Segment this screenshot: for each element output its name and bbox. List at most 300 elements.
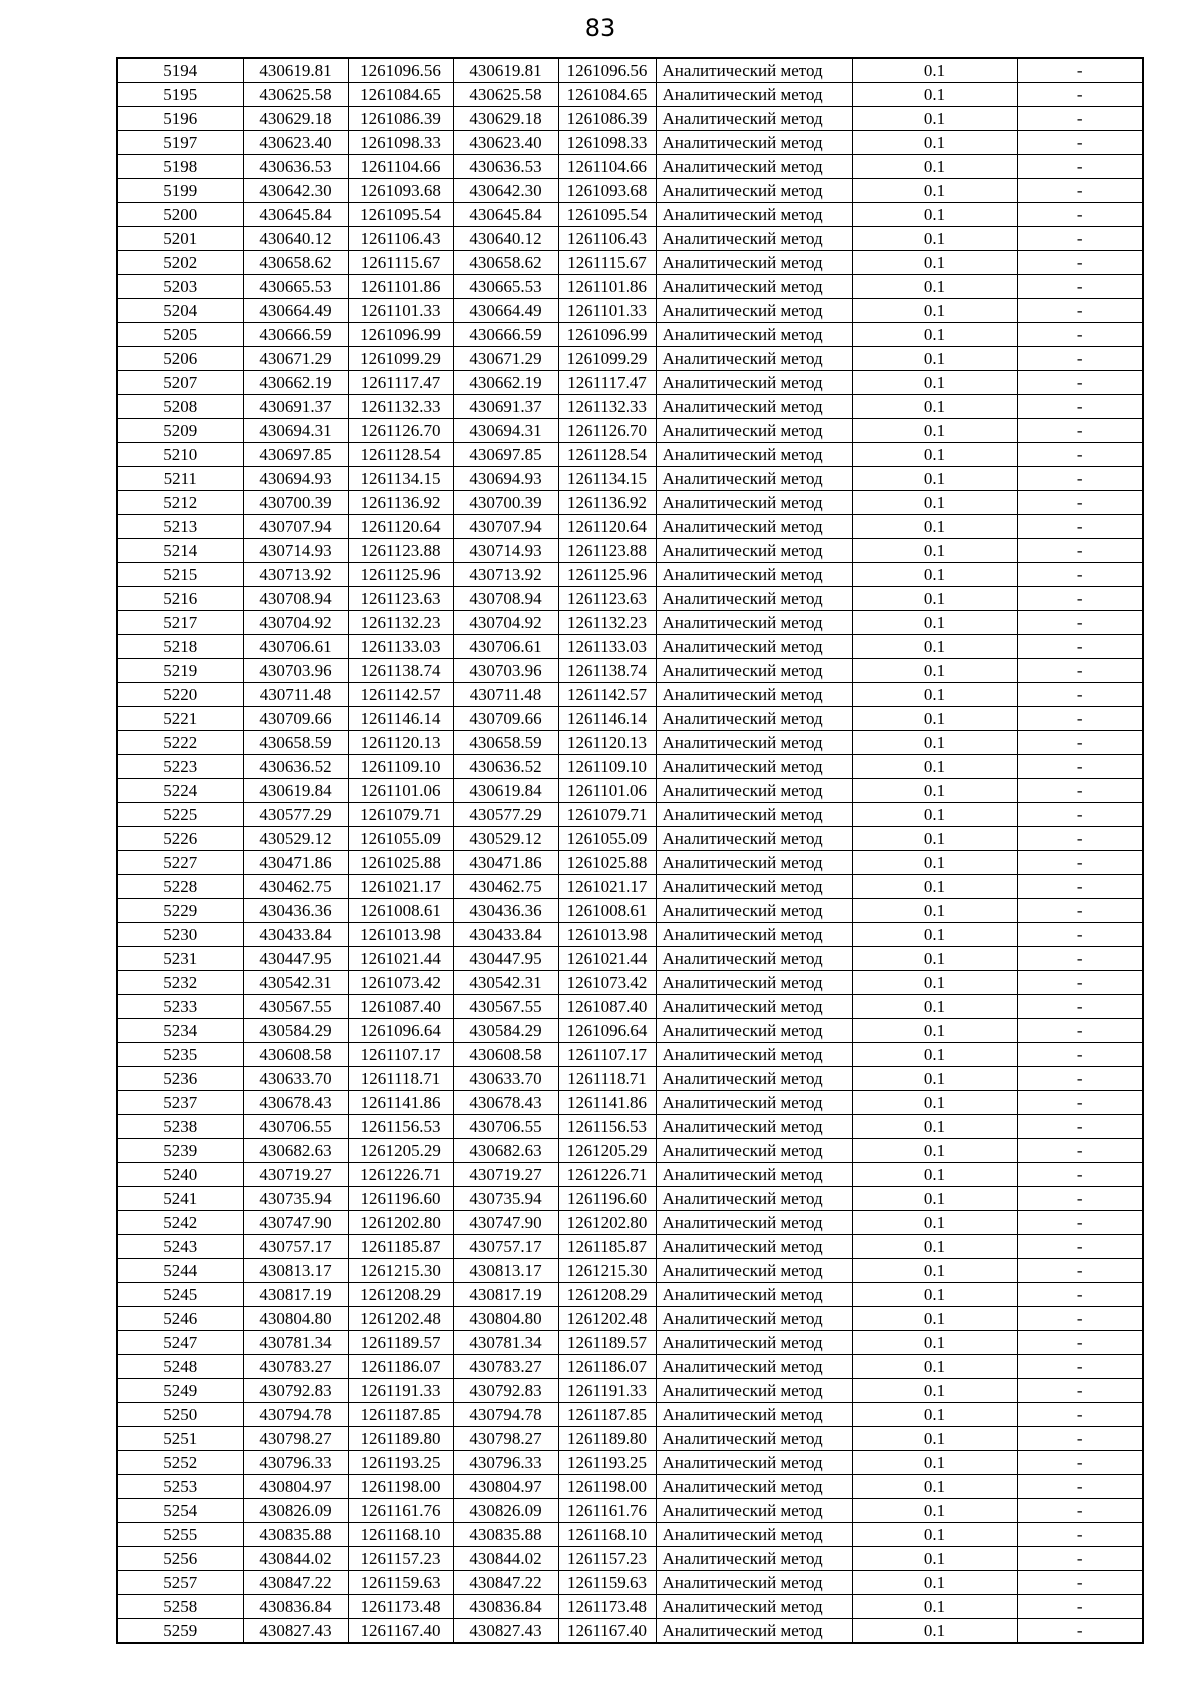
note-cell: - — [1017, 155, 1143, 179]
point-number-cell: 5219 — [117, 659, 243, 683]
table-row — [117, 923, 1143, 947]
x-coordinate-cell: 430608.58 — [453, 1043, 558, 1067]
method-cell: Аналитический метод — [656, 58, 852, 83]
x-coordinate-cell: 430783.27 — [453, 1355, 558, 1379]
method-cell: Аналитический метод — [656, 947, 852, 971]
table-row — [117, 347, 1143, 371]
x-coordinate-cell: 430706.55 — [453, 1115, 558, 1139]
x-coordinate-cell: 430625.58 — [453, 83, 558, 107]
x-coordinate-cell: 430714.93 — [453, 539, 558, 563]
table-row — [117, 1259, 1143, 1283]
table-row — [117, 1019, 1143, 1043]
note-cell: - — [1017, 827, 1143, 851]
table-row — [117, 1499, 1143, 1523]
accuracy-cell: 0.1 — [852, 1139, 1017, 1163]
y-coordinate-cell: 1261098.33 — [348, 131, 453, 155]
x-coordinate-cell: 430471.86 — [243, 851, 348, 875]
y-coordinate-cell: 1261189.57 — [348, 1331, 453, 1355]
method-cell: Аналитический метод — [656, 395, 852, 419]
y-coordinate-cell: 1261187.85 — [558, 1403, 656, 1427]
note-cell: - — [1017, 539, 1143, 563]
point-number-cell: 5221 — [117, 707, 243, 731]
x-coordinate-cell: 430703.96 — [453, 659, 558, 683]
point-number-cell: 5253 — [117, 1475, 243, 1499]
x-coordinate-cell: 430703.96 — [243, 659, 348, 683]
point-number-cell: 5244 — [117, 1259, 243, 1283]
table-row — [117, 467, 1143, 491]
x-coordinate-cell: 430713.92 — [453, 563, 558, 587]
accuracy-cell: 0.1 — [852, 1451, 1017, 1475]
x-coordinate-cell: 430708.94 — [243, 587, 348, 611]
y-coordinate-cell: 1261202.48 — [348, 1307, 453, 1331]
note-cell: - — [1017, 947, 1143, 971]
accuracy-cell: 0.1 — [852, 83, 1017, 107]
y-coordinate-cell: 1261118.71 — [558, 1067, 656, 1091]
x-coordinate-cell: 430735.94 — [453, 1187, 558, 1211]
point-number-cell: 5194 — [117, 58, 243, 83]
y-coordinate-cell: 1261087.40 — [348, 995, 453, 1019]
y-coordinate-cell: 1261096.56 — [558, 58, 656, 83]
y-coordinate-cell: 1261086.39 — [558, 107, 656, 131]
note-cell: - — [1017, 683, 1143, 707]
x-coordinate-cell: 430645.84 — [453, 203, 558, 227]
note-cell: - — [1017, 1043, 1143, 1067]
x-coordinate-cell: 430798.27 — [453, 1427, 558, 1451]
accuracy-cell: 0.1 — [852, 827, 1017, 851]
point-number-cell: 5204 — [117, 299, 243, 323]
note-cell: - — [1017, 1403, 1143, 1427]
y-coordinate-cell: 1261136.92 — [348, 491, 453, 515]
method-cell: Аналитический метод — [656, 803, 852, 827]
x-coordinate-cell: 430666.59 — [243, 323, 348, 347]
point-number-cell: 5234 — [117, 1019, 243, 1043]
accuracy-cell: 0.1 — [852, 1619, 1017, 1644]
x-coordinate-cell: 430694.31 — [243, 419, 348, 443]
x-coordinate-cell: 430700.39 — [453, 491, 558, 515]
x-coordinate-cell: 430781.34 — [243, 1331, 348, 1355]
method-cell: Аналитический метод — [656, 875, 852, 899]
x-coordinate-cell: 430813.17 — [453, 1259, 558, 1283]
table-row — [117, 1187, 1143, 1211]
table-row — [117, 1403, 1143, 1427]
y-coordinate-cell: 1261099.29 — [558, 347, 656, 371]
x-coordinate-cell: 430658.62 — [453, 251, 558, 275]
x-coordinate-cell: 430542.31 — [243, 971, 348, 995]
x-coordinate-cell: 430584.29 — [243, 1019, 348, 1043]
y-coordinate-cell: 1261055.09 — [348, 827, 453, 851]
y-coordinate-cell: 1261123.63 — [558, 587, 656, 611]
y-coordinate-cell: 1261132.23 — [558, 611, 656, 635]
accuracy-cell: 0.1 — [852, 491, 1017, 515]
point-number-cell: 5215 — [117, 563, 243, 587]
note-cell: - — [1017, 83, 1143, 107]
y-coordinate-cell: 1261133.03 — [558, 635, 656, 659]
x-coordinate-cell: 430658.59 — [243, 731, 348, 755]
y-coordinate-cell: 1261126.70 — [558, 419, 656, 443]
note-cell: - — [1017, 1019, 1143, 1043]
table-row — [117, 587, 1143, 611]
table-body — [117, 58, 1143, 1643]
table-row — [117, 299, 1143, 323]
y-coordinate-cell: 1261157.23 — [558, 1547, 656, 1571]
point-number-cell: 5214 — [117, 539, 243, 563]
table-row — [117, 1475, 1143, 1499]
x-coordinate-cell: 430707.94 — [453, 515, 558, 539]
method-cell: Аналитический метод — [656, 1475, 852, 1499]
y-coordinate-cell: 1261128.54 — [558, 443, 656, 467]
table-row — [117, 683, 1143, 707]
note-cell: - — [1017, 779, 1143, 803]
table-row — [117, 1619, 1143, 1644]
y-coordinate-cell: 1261084.65 — [348, 83, 453, 107]
y-coordinate-cell: 1261106.43 — [558, 227, 656, 251]
y-coordinate-cell: 1261087.40 — [558, 995, 656, 1019]
accuracy-cell: 0.1 — [852, 587, 1017, 611]
y-coordinate-cell: 1261168.10 — [558, 1523, 656, 1547]
x-coordinate-cell: 430704.92 — [243, 611, 348, 635]
point-number-cell: 5227 — [117, 851, 243, 875]
y-coordinate-cell: 1261198.00 — [558, 1475, 656, 1499]
table-row — [117, 635, 1143, 659]
y-coordinate-cell: 1261125.96 — [558, 563, 656, 587]
method-cell: Аналитический метод — [656, 299, 852, 323]
point-number-cell: 5223 — [117, 755, 243, 779]
point-number-cell: 5247 — [117, 1331, 243, 1355]
x-coordinate-cell: 430796.33 — [453, 1451, 558, 1475]
table-row — [117, 1163, 1143, 1187]
note-cell: - — [1017, 611, 1143, 635]
x-coordinate-cell: 430747.90 — [243, 1211, 348, 1235]
note-cell: - — [1017, 1187, 1143, 1211]
method-cell: Аналитический метод — [656, 323, 852, 347]
table-row — [117, 539, 1143, 563]
x-coordinate-cell: 430794.78 — [243, 1403, 348, 1427]
accuracy-cell: 0.1 — [852, 131, 1017, 155]
accuracy-cell: 0.1 — [852, 371, 1017, 395]
accuracy-cell: 0.1 — [852, 58, 1017, 83]
note-cell: - — [1017, 659, 1143, 683]
x-coordinate-cell: 430608.58 — [243, 1043, 348, 1067]
accuracy-cell: 0.1 — [852, 1427, 1017, 1451]
table-row — [117, 1115, 1143, 1139]
point-number-cell: 5250 — [117, 1403, 243, 1427]
y-coordinate-cell: 1261167.40 — [348, 1619, 453, 1644]
point-number-cell: 5216 — [117, 587, 243, 611]
y-coordinate-cell: 1261107.17 — [348, 1043, 453, 1067]
table-row — [117, 227, 1143, 251]
x-coordinate-cell: 430719.27 — [243, 1163, 348, 1187]
x-coordinate-cell: 430471.86 — [453, 851, 558, 875]
point-number-cell: 5248 — [117, 1355, 243, 1379]
note-cell: - — [1017, 1163, 1143, 1187]
point-number-cell: 5251 — [117, 1427, 243, 1451]
y-coordinate-cell: 1261202.80 — [348, 1211, 453, 1235]
y-coordinate-cell: 1261095.54 — [558, 203, 656, 227]
accuracy-cell: 0.1 — [852, 1571, 1017, 1595]
method-cell: Аналитический метод — [656, 1427, 852, 1451]
method-cell: Аналитический метод — [656, 203, 852, 227]
point-number-cell: 5258 — [117, 1595, 243, 1619]
accuracy-cell: 0.1 — [852, 1067, 1017, 1091]
x-coordinate-cell: 430794.78 — [453, 1403, 558, 1427]
accuracy-cell: 0.1 — [852, 899, 1017, 923]
y-coordinate-cell: 1261093.68 — [558, 179, 656, 203]
method-cell: Аналитический метод — [656, 587, 852, 611]
x-coordinate-cell: 430826.09 — [453, 1499, 558, 1523]
y-coordinate-cell: 1261120.64 — [558, 515, 656, 539]
accuracy-cell: 0.1 — [852, 1211, 1017, 1235]
y-coordinate-cell: 1261008.61 — [558, 899, 656, 923]
y-coordinate-cell: 1261013.98 — [558, 923, 656, 947]
table-row — [117, 779, 1143, 803]
table-row — [117, 1307, 1143, 1331]
table-row — [117, 491, 1143, 515]
method-cell: Аналитический метод — [656, 443, 852, 467]
note-cell: - — [1017, 1571, 1143, 1595]
table-row — [117, 971, 1143, 995]
point-number-cell: 5259 — [117, 1619, 243, 1644]
y-coordinate-cell: 1261185.87 — [558, 1235, 656, 1259]
y-coordinate-cell: 1261226.71 — [558, 1163, 656, 1187]
table-row — [117, 1139, 1143, 1163]
method-cell: Аналитический метод — [656, 971, 852, 995]
point-number-cell: 5237 — [117, 1091, 243, 1115]
method-cell: Аналитический метод — [656, 1283, 852, 1307]
table-row — [117, 1067, 1143, 1091]
x-coordinate-cell: 430835.88 — [453, 1523, 558, 1547]
x-coordinate-cell: 430835.88 — [243, 1523, 348, 1547]
accuracy-cell: 0.1 — [852, 923, 1017, 947]
x-coordinate-cell: 430636.53 — [243, 155, 348, 179]
x-coordinate-cell: 430529.12 — [453, 827, 558, 851]
x-coordinate-cell: 430781.34 — [453, 1331, 558, 1355]
table-row — [117, 395, 1143, 419]
note-cell: - — [1017, 563, 1143, 587]
method-cell: Аналитический метод — [656, 731, 852, 755]
y-coordinate-cell: 1261189.80 — [558, 1427, 656, 1451]
y-coordinate-cell: 1261186.07 — [558, 1355, 656, 1379]
y-coordinate-cell: 1261013.98 — [348, 923, 453, 947]
x-coordinate-cell: 430436.36 — [453, 899, 558, 923]
y-coordinate-cell: 1261101.06 — [348, 779, 453, 803]
x-coordinate-cell: 430691.37 — [453, 395, 558, 419]
table-row — [117, 731, 1143, 755]
y-coordinate-cell: 1261193.25 — [348, 1451, 453, 1475]
x-coordinate-cell: 430636.52 — [243, 755, 348, 779]
method-cell: Аналитический метод — [656, 659, 852, 683]
x-coordinate-cell: 430708.94 — [453, 587, 558, 611]
note-cell: - — [1017, 1115, 1143, 1139]
y-coordinate-cell: 1261189.57 — [558, 1331, 656, 1355]
y-coordinate-cell: 1261136.92 — [558, 491, 656, 515]
y-coordinate-cell: 1261118.71 — [348, 1067, 453, 1091]
x-coordinate-cell: 430844.02 — [453, 1547, 558, 1571]
y-coordinate-cell: 1261168.10 — [348, 1523, 453, 1547]
y-coordinate-cell: 1261079.71 — [348, 803, 453, 827]
point-number-cell: 5241 — [117, 1187, 243, 1211]
x-coordinate-cell: 430707.94 — [243, 515, 348, 539]
table-row — [117, 827, 1143, 851]
method-cell: Аналитический метод — [656, 707, 852, 731]
y-coordinate-cell: 1261101.33 — [558, 299, 656, 323]
x-coordinate-cell: 430462.75 — [243, 875, 348, 899]
y-coordinate-cell: 1261123.88 — [558, 539, 656, 563]
x-coordinate-cell: 430619.81 — [243, 58, 348, 83]
method-cell: Аналитический метод — [656, 1379, 852, 1403]
x-coordinate-cell: 430826.09 — [243, 1499, 348, 1523]
x-coordinate-cell: 430694.93 — [243, 467, 348, 491]
y-coordinate-cell: 1261161.76 — [348, 1499, 453, 1523]
point-number-cell: 5196 — [117, 107, 243, 131]
point-number-cell: 5245 — [117, 1283, 243, 1307]
point-number-cell: 5256 — [117, 1547, 243, 1571]
accuracy-cell: 0.1 — [852, 971, 1017, 995]
accuracy-cell: 0.1 — [852, 1523, 1017, 1547]
note-cell: - — [1017, 251, 1143, 275]
point-number-cell: 5220 — [117, 683, 243, 707]
table-row — [117, 1427, 1143, 1451]
method-cell: Аналитический метод — [656, 467, 852, 491]
accuracy-cell: 0.1 — [852, 611, 1017, 635]
accuracy-cell: 0.1 — [852, 1475, 1017, 1499]
y-coordinate-cell: 1261117.47 — [348, 371, 453, 395]
y-coordinate-cell: 1261095.54 — [348, 203, 453, 227]
method-cell: Аналитический метод — [656, 563, 852, 587]
point-number-cell: 5243 — [117, 1235, 243, 1259]
point-number-cell: 5203 — [117, 275, 243, 299]
note-cell: - — [1017, 1283, 1143, 1307]
note-cell: - — [1017, 467, 1143, 491]
table-row — [117, 58, 1143, 83]
method-cell: Аналитический метод — [656, 251, 852, 275]
x-coordinate-cell: 430735.94 — [243, 1187, 348, 1211]
table-row — [117, 443, 1143, 467]
accuracy-cell: 0.1 — [852, 1331, 1017, 1355]
y-coordinate-cell: 1261096.99 — [348, 323, 453, 347]
y-coordinate-cell: 1261191.33 — [558, 1379, 656, 1403]
y-coordinate-cell: 1261125.96 — [348, 563, 453, 587]
accuracy-cell: 0.1 — [852, 779, 1017, 803]
method-cell: Аналитический метод — [656, 83, 852, 107]
point-number-cell: 5235 — [117, 1043, 243, 1067]
accuracy-cell: 0.1 — [852, 659, 1017, 683]
y-coordinate-cell: 1261099.29 — [348, 347, 453, 371]
y-coordinate-cell: 1261120.13 — [348, 731, 453, 755]
table-row — [117, 899, 1143, 923]
accuracy-cell: 0.1 — [852, 203, 1017, 227]
x-coordinate-cell: 430619.81 — [453, 58, 558, 83]
x-coordinate-cell: 430798.27 — [243, 1427, 348, 1451]
x-coordinate-cell: 430796.33 — [243, 1451, 348, 1475]
y-coordinate-cell: 1261185.87 — [348, 1235, 453, 1259]
table-row — [117, 1091, 1143, 1115]
y-coordinate-cell: 1261084.65 — [558, 83, 656, 107]
table-row — [117, 179, 1143, 203]
y-coordinate-cell: 1261107.17 — [558, 1043, 656, 1067]
table-row — [117, 611, 1143, 635]
y-coordinate-cell: 1261193.25 — [558, 1451, 656, 1475]
method-cell: Аналитический метод — [656, 1043, 852, 1067]
method-cell: Аналитический метод — [656, 1211, 852, 1235]
point-number-cell: 5240 — [117, 1163, 243, 1187]
y-coordinate-cell: 1261141.86 — [348, 1091, 453, 1115]
point-number-cell: 5202 — [117, 251, 243, 275]
x-coordinate-cell: 430642.30 — [453, 179, 558, 203]
x-coordinate-cell: 430433.84 — [243, 923, 348, 947]
table-row — [117, 419, 1143, 443]
y-coordinate-cell: 1261109.10 — [558, 755, 656, 779]
method-cell: Аналитический метод — [656, 1403, 852, 1427]
note-cell: - — [1017, 275, 1143, 299]
y-coordinate-cell: 1261073.42 — [348, 971, 453, 995]
accuracy-cell: 0.1 — [852, 707, 1017, 731]
y-coordinate-cell: 1261025.88 — [558, 851, 656, 875]
note-cell: - — [1017, 1331, 1143, 1355]
y-coordinate-cell: 1261173.48 — [348, 1595, 453, 1619]
y-coordinate-cell: 1261156.53 — [348, 1115, 453, 1139]
y-coordinate-cell: 1261120.13 — [558, 731, 656, 755]
y-coordinate-cell: 1261101.86 — [348, 275, 453, 299]
point-number-cell: 5217 — [117, 611, 243, 635]
method-cell: Аналитический метод — [656, 1547, 852, 1571]
x-coordinate-cell: 430804.97 — [243, 1475, 348, 1499]
x-coordinate-cell: 430640.12 — [453, 227, 558, 251]
x-coordinate-cell: 430714.93 — [243, 539, 348, 563]
accuracy-cell: 0.1 — [852, 227, 1017, 251]
x-coordinate-cell: 430666.59 — [453, 323, 558, 347]
point-number-cell: 5195 — [117, 83, 243, 107]
x-coordinate-cell: 430757.17 — [453, 1235, 558, 1259]
note-cell: - — [1017, 635, 1143, 659]
note-cell: - — [1017, 731, 1143, 755]
y-coordinate-cell: 1261104.66 — [558, 155, 656, 179]
x-coordinate-cell: 430623.40 — [243, 131, 348, 155]
x-coordinate-cell: 430697.85 — [243, 443, 348, 467]
x-coordinate-cell: 430792.83 — [243, 1379, 348, 1403]
x-coordinate-cell: 430706.55 — [243, 1115, 348, 1139]
point-number-cell: 5228 — [117, 875, 243, 899]
table-row — [117, 275, 1143, 299]
y-coordinate-cell: 1261133.03 — [348, 635, 453, 659]
x-coordinate-cell: 430709.66 — [243, 707, 348, 731]
y-coordinate-cell: 1261109.10 — [348, 755, 453, 779]
accuracy-cell: 0.1 — [852, 563, 1017, 587]
y-coordinate-cell: 1261132.23 — [348, 611, 453, 635]
x-coordinate-cell: 430433.84 — [453, 923, 558, 947]
accuracy-cell: 0.1 — [852, 1115, 1017, 1139]
method-cell: Аналитический метод — [656, 995, 852, 1019]
table-row — [117, 1547, 1143, 1571]
x-coordinate-cell: 430847.22 — [453, 1571, 558, 1595]
accuracy-cell: 0.1 — [852, 1547, 1017, 1571]
x-coordinate-cell: 430633.70 — [453, 1067, 558, 1091]
note-cell: - — [1017, 1379, 1143, 1403]
accuracy-cell: 0.1 — [852, 443, 1017, 467]
y-coordinate-cell: 1261096.64 — [348, 1019, 453, 1043]
note-cell: - — [1017, 227, 1143, 251]
y-coordinate-cell: 1261186.07 — [348, 1355, 453, 1379]
method-cell: Аналитический метод — [656, 1115, 852, 1139]
x-coordinate-cell: 430757.17 — [243, 1235, 348, 1259]
point-number-cell: 5210 — [117, 443, 243, 467]
x-coordinate-cell: 430813.17 — [243, 1259, 348, 1283]
accuracy-cell: 0.1 — [852, 1259, 1017, 1283]
accuracy-cell: 0.1 — [852, 323, 1017, 347]
x-coordinate-cell: 430691.37 — [243, 395, 348, 419]
y-coordinate-cell: 1261146.14 — [558, 707, 656, 731]
method-cell: Аналитический метод — [656, 491, 852, 515]
method-cell: Аналитический метод — [656, 611, 852, 635]
